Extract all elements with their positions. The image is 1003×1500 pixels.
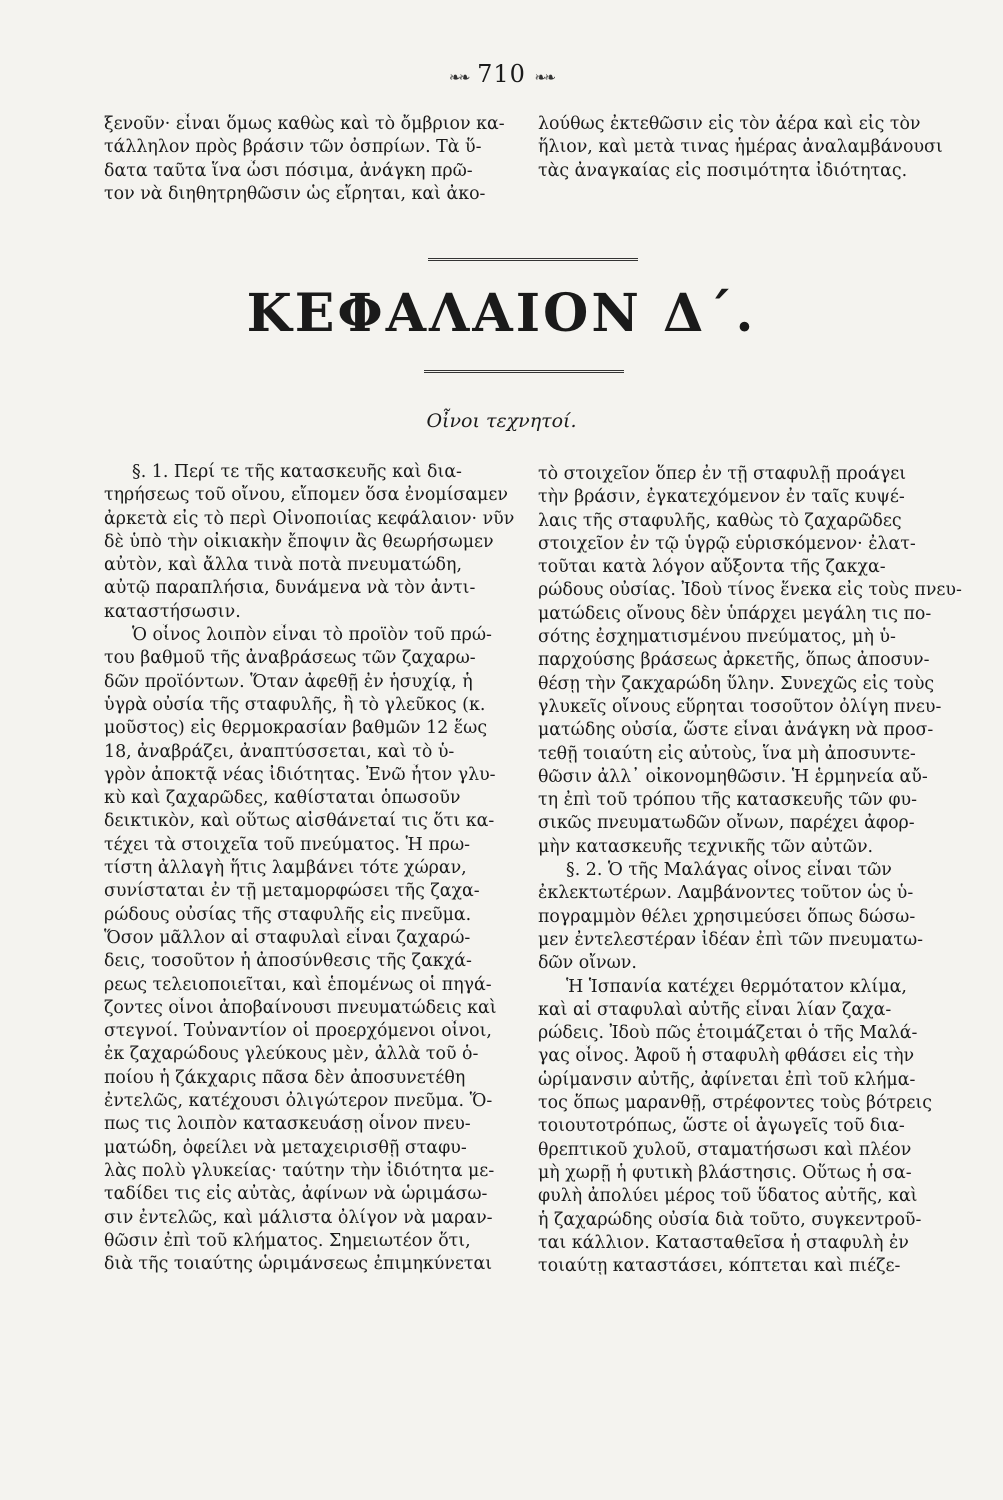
text-line: ρώδεις. Ἰδοὺ πῶς ἑτοιμάζεται ὁ τῆς Μαλά- xyxy=(538,1023,918,1044)
text-line: θῶσιν ἀλλ᾽ οἰκονομηθῶσιν. Ἡ ἑρμηνεία αὔ- xyxy=(538,766,928,787)
text-line: ἡ ζαχαρώδης οὐσία διὰ τοῦτο, συγκεντροῦ- xyxy=(538,1209,922,1230)
text-line: τὴν βράσιν, ἐγκατεχόμενον ἐν ταῖς κυψέ- xyxy=(538,487,905,508)
page-header xyxy=(0,60,1003,88)
text-line: δῶν οἴνων. xyxy=(538,953,637,974)
text-line: τοιουτοτρόπως, ὥστε οἱ ἀγωγεῖς τοῦ δια- xyxy=(538,1116,905,1137)
ornament-right-icon: ❧❧ xyxy=(534,70,555,86)
text-line: κὺ καὶ ζαχαρῶδες, καθίσταται ὁπωσοῦν xyxy=(104,788,461,809)
text-line: τέχει τὰ στοιχεῖα τοῦ πνεύματος. Ἡ πρω- xyxy=(104,834,471,855)
text-line: στοιχεῖον ἐν τῷ ὑγρῷ εὑρισκόμενον· ἐλατ- xyxy=(538,533,916,554)
text-line: φυλὴ ἀπολύει μέρος τοῦ ὕδατος αὐτῆς, καὶ xyxy=(538,1186,918,1207)
text-line: ἐκ ζαχαρώδους γλεύκους μὲν, ἀλλὰ τοῦ ὁ- xyxy=(104,1044,479,1065)
text-line: μοῦστος) εἰς θερμοκρασίαν βαθμῶν 12 ἕως xyxy=(104,718,488,739)
paragraph xyxy=(538,463,963,859)
text-line: §. 1. Περί τε τῆς κατασκευῆς καὶ δια- xyxy=(132,462,462,482)
body-right-column xyxy=(538,463,963,1278)
text-line: ρώδους οὐσίας. Ἰδοὺ τίνος ἕνεκα εἰς τοὺς πνευ- xyxy=(538,580,962,601)
text-line: θέσῃ τὴν ζακχαρώδη ὕλην. Συνεχῶς εἰς τοὺς xyxy=(538,673,935,694)
text-line: μεν ἐντελεστέραν ἰδέαν ἐπὶ τῶν πνευματω- xyxy=(538,929,924,950)
text-line: γλυκεῖς οἴνους εὕρηται τοσοῦτον ὀλίγη πνευ- xyxy=(538,696,942,717)
text-line: τοῦται κατὰ λόγον αὔξοντα τῆς ζακχα- xyxy=(538,557,886,578)
text-line: δατα ταῦτα ἵνα ὦσι πόσιμα, ἀνάγκη πρῶ- xyxy=(104,160,473,181)
text-line: παρχούσης βράσεως ἀρκετῆς, ὅπως ἀποσυν- xyxy=(538,650,930,671)
text-line: γρὸν ἀποκτᾷ νέας ἰδιότητας. Ἐνῶ ἦτον γλυ- xyxy=(104,764,496,785)
text-line: τὰς ἀναγκαίας εἰς ποσιμότητα ἰδιότητας. xyxy=(538,160,908,181)
text-line: σότης ἐσχηματισμένου πνεύματος, μὴ ὑ- xyxy=(538,627,896,648)
text-line: διὰ τῆς τοιαύτης ὡριμάνσεως ἐπιμηκύνεται xyxy=(104,1254,493,1275)
text-line: ζοντες οἶνοι ἀποβαίνουσι πνευματώδεις καὶ xyxy=(104,997,497,1018)
text-line: Ὁ οἶνος λοιπὸν εἶναι τὸ προϊὸν τοῦ πρώ- xyxy=(132,625,492,646)
top-right-column xyxy=(538,113,963,183)
paragraph xyxy=(104,461,519,624)
paragraph xyxy=(104,624,519,1276)
text-line: τη ἐπὶ τοῦ τρόπου τῆς κατασκευῆς τῶν φυ- xyxy=(538,790,918,811)
text-line: 18, ἀναβράζει, ἀναπτύσσεται, καὶ τὸ ὑ- xyxy=(104,741,455,762)
text-line: ταδίδει τις εἰς αὐτὰς, ἀφίνων νὰ ὡριμάσω- xyxy=(104,1184,488,1205)
text-line: σικῶς πνευματωδῶν οἴνων, παρέχει ἀφορ- xyxy=(538,813,915,834)
text-line: τάλληλον πρὸς βράσιν τῶν ὀσπρίων. Τὰ ὕ- xyxy=(104,137,482,158)
text-line: ρώδους οὐσίας τῆς σταφυλῆς εἰς πνεῦμα. xyxy=(104,904,472,925)
text-line: δὲ ὑπὸ τὴν οἰκιακὴν ἔποψιν ἂς θεωρήσωμεν xyxy=(104,531,494,552)
text-line: ται κάλλιον. Κατασταθεῖσα ἡ σταφυλὴ ἐν xyxy=(538,1232,909,1253)
text-line: τὸ στοιχεῖον ὅπερ ἐν τῇ σταφυλῇ προάγει xyxy=(538,464,907,484)
text-line: θρεπτικοῦ χυλοῦ, σταματήσωσι καὶ πλέον xyxy=(538,1139,912,1160)
text-line: δεις, τοσοῦτον ἡ ἀποσύνθεσις τῆς ζακχά- xyxy=(104,951,472,972)
text-line: μὴ χωρῇ ἡ φυτικὴ βλάστησις. Οὕτως ἡ σα- xyxy=(538,1162,912,1183)
text-line: Ἡ Ἱσπανία κατέχει θερμότατον κλίμα, xyxy=(566,976,907,997)
text-line: §. 2. Ὁ τῆς Μαλάγας οἶνος εἶναι τῶν xyxy=(566,860,892,881)
text-line: καὶ αἱ σταφυλαὶ αὐτῆς εἶναι λίαν ζαχα- xyxy=(538,999,892,1020)
decorative-rule-top xyxy=(428,258,638,261)
page-number: 710 xyxy=(477,60,526,88)
text-line: λὰς πολὺ γλυκείας· ταύτην τὴν ἰδιότητα με- xyxy=(104,1160,495,1181)
text-line: ματώδεις οἴνους δὲν ὑπάρχει μεγάλη τις πο- xyxy=(538,603,932,624)
text-line: ἐντελῶς, κατέχουσι ὀλιγώτερον πνεῦμα. Ὅ- xyxy=(104,1091,493,1112)
text-line: δῶν προϊόντων. Ὅταν ἀφεθῇ ἐν ἡσυχίᾳ, ἡ xyxy=(104,671,473,692)
text-line: αὐτὸν, καὶ ἄλλα τινὰ ποτὰ πνευματώδη, xyxy=(104,555,462,576)
text-line: ματώδη, ὀφείλει νὰ μεταχειρισθῇ σταφυ- xyxy=(104,1137,467,1158)
text-line: ἀρκετὰ εἰς τὸ περὶ Οἰνοποιίας κεφάλαιον· νῦν xyxy=(104,508,515,529)
text-line: ἥλιον, καὶ μετὰ τινας ἡμέρας ἀναλαμβάνουσι xyxy=(538,137,943,158)
text-line: τοιαύτῃ καταστάσει, κόπτεται καὶ πιέζε- xyxy=(538,1256,901,1277)
text-line: ματώδης οὐσία, ὥστε εἶναι ἀνάγκη νὰ προσ- xyxy=(538,720,934,741)
text-line: ὡρίμανσιν αὐτῆς, ἀφίνεται ἐπὶ τοῦ κλήμα- xyxy=(538,1069,916,1090)
text-line: πως τις λοιπὸν κατασκευάσῃ οἶνον πνευ- xyxy=(104,1114,471,1135)
text-line: ρεως τελειοποιεῖται, καὶ ἑπομένως οἱ πηγά- xyxy=(104,974,492,995)
text-line: Ὅσον μᾶλλον αἱ σταφυλαὶ εἶναι ζαχαρώ- xyxy=(104,927,471,948)
paragraph xyxy=(538,859,963,975)
text-line: ξενοῦν· εἶναι ὅμως καθὼς καὶ τὸ ὄμβριον κα- xyxy=(104,114,505,134)
text-line: σιν ἐντελῶς, καὶ μάλιστα ὀλίγον νὰ μαραν- xyxy=(104,1207,493,1228)
text-line: λούθως ἐκτεθῶσιν εἰς τὸν ἀέρα καὶ εἰς τὸν xyxy=(538,114,921,134)
ornament-left-icon: ❧❧ xyxy=(448,70,469,86)
text-line: τηρήσεως τοῦ οἴνου, εἴπομεν ὅσα ἐνομίσαμεν xyxy=(104,485,508,506)
text-line: γας οἶνος. Ἀφοῦ ἡ σταφυλὴ φθάσει εἰς τὴν xyxy=(538,1046,915,1067)
text-line: τον νὰ διηθητρηθῶσιν ὡς εἴρηται, καὶ ἀκο- xyxy=(104,183,486,204)
text-line: πογραμμὸν θέλει χρησιμεύσει ὅπως δώσω- xyxy=(538,906,916,927)
body-left-column xyxy=(104,461,519,1276)
paragraph xyxy=(538,976,963,1279)
text-line: θῶσιν ἐπὶ τοῦ κλήματος. Σημειωτέον ὅτι, xyxy=(104,1230,471,1251)
text-line: τεθῇ τοιαύτη εἰς αὐτοὺς, ἵνα μὴ ἀποσυντε- xyxy=(538,743,916,764)
text-line: ἐκλεκτωτέρων. Λαμβάνοντες τοῦτον ὡς ὑ- xyxy=(538,883,914,904)
chapter-title: ΚΕΦΑΛΑΙΟΝ Δ΄. xyxy=(246,283,757,344)
section-subtitle: Οἶνοι τεχνητοί. xyxy=(426,410,577,432)
text-line: καταστήσωσιν. xyxy=(104,601,241,622)
text-line: στεγνοί. Τοὐναντίον οἱ προερχόμενοι οἶνοι, xyxy=(104,1021,492,1042)
text-line: ὑγρὰ οὐσία τῆς σταφυλῆς, ἢ τὸ γλεῦκος (κ. xyxy=(104,694,486,715)
text-line: μὴν κατασκευῆς τεχνικῆς τῶν αὐτῶν. xyxy=(538,836,874,857)
text-line: ποίου ἡ ζάκχαρις πᾶσα δὲν ἀποσυνετέθη xyxy=(104,1067,466,1088)
top-left-column xyxy=(104,113,522,206)
text-line: αὐτῷ παραπλήσια, δυνάμενα νὰ τὸν ἀντι- xyxy=(104,578,476,599)
text-line: λαις τῆς σταφυλῆς, καθὼς τὸ ζαχαρῶδες xyxy=(538,510,902,531)
text-line: τος ὅπως μαρανθῇ, στρέφοντες τοὺς βότρεις xyxy=(538,1093,932,1114)
text-line: δεικτικὸν, καὶ οὕτως αἰσθάνεταί τις ὅτι κα- xyxy=(104,811,495,832)
text-line: συνίσταται ἐν τῇ μεταμορφώσει τῆς ζαχα- xyxy=(104,881,480,902)
text-line: του βαθμοῦ τῆς ἀναβράσεως τῶν ζαχαρω- xyxy=(104,648,476,669)
text-line: τίστη ἀλλαγὴ ἥτις λαμβάνει τότε χώραν, xyxy=(104,858,467,879)
decorative-rule-bottom xyxy=(424,370,624,373)
